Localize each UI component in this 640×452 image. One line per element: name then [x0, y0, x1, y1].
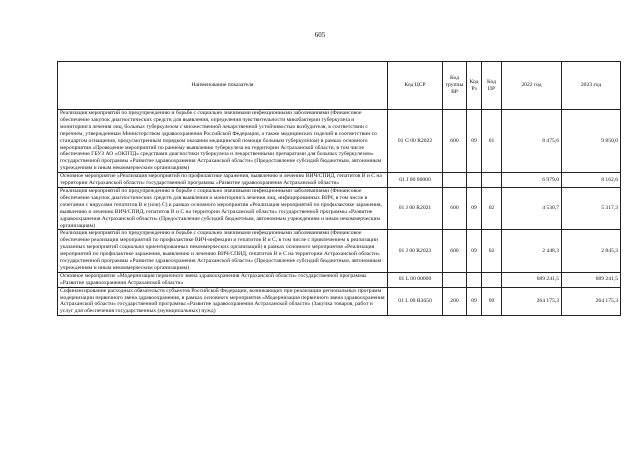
row-name: Реализация мероприятий по предупреждению и борьбе с социально значимыми инфекционными заболеваниями (Финансовое обеспечение реализации мероприятий по профилактике ВИЧ-инфекции и гепатитов В и С, в том числе с привлечением к реализации указанных мероприятий социально ориентированных некоммерческих организаций) в рамках основного мероприятия «Реализация мероприятий по профилактике заражения, выявлению и лечению ВИЧ/СПИД, гепатитов В и С на территории Астраханской области» государственной программы «Развитие здравоохранения Астраханской области» (Предоставление субсидий бюджетным, автономным учреждениям и иным некоммерческим организациям): [58, 230, 388, 272]
budget-table: [57, 61, 621, 316]
row-2023: 2 845,3: [562, 230, 621, 272]
row-rz: [467, 173, 482, 188]
table-row: [58, 272, 621, 287]
header-2023: 2023 год: [562, 62, 621, 110]
row-vr: 600: [443, 187, 467, 229]
table-header-row: [58, 62, 621, 110]
row-2022: 2 448,3: [502, 230, 562, 272]
row-csr: 01 G 00 R2022: [388, 110, 443, 173]
row-2023: 264 175,3: [562, 287, 621, 316]
row-rz: 09: [467, 287, 482, 316]
row-pr: 02: [482, 230, 502, 272]
row-name: Основное мероприятие «Модернизация первичного звена здравоохранения Астраханской области» государственной программы «Развитие здравоохранения Астраханской области»: [58, 272, 388, 287]
row-rz: [467, 272, 482, 287]
table-row: [58, 110, 621, 173]
header-pr: Код ПР: [482, 62, 502, 110]
row-2022: 8 475,6: [502, 110, 562, 173]
row-2023: 9 850,0: [562, 110, 621, 173]
header-2022: 2022 год: [502, 62, 562, 110]
row-2022: 689 241,5: [502, 272, 562, 287]
page-number: 605: [314, 31, 326, 39]
table-row: [58, 287, 621, 316]
row-name: Софинансирование расходных обязательств субъектов Российской Федерации, возникающих при реализации региональных программ модернизации первичного звена здравоохранения, в рамках основного мероприятия «Модернизация первичного звена здравоохранения Астраханской области» государственной программы «Развитие здравоохранения Астраханской области» (Закупка товаров, работ и услуг для обеспечения государственных (муниципальных) нужд): [58, 287, 388, 316]
row-csr: 01 J 00 00000: [388, 173, 443, 188]
row-vr: 200: [443, 287, 467, 316]
row-name: Реализация мероприятий по предупреждению и борьбе с социально значимыми инфекционными заболеваниями (Финансовое обеспечение закупок диагностических средств для выявления и мониторинга лечения лиц, инфицированных ВИЧ, в том числе в сочетании с вирусами гепатитов В и (или) С) в рамках основного мероприятия «Реализация мероприятий по профилактике заражения, выявлению и лечению ВИЧ/СПИД, гепатитов В и С на территории Астраханской области» государственной программы «Развитие здравоохранения Астраханской области» (Предоставление субсидий бюджетным, автономным учреждениям и иным некоммерческим организациям): [58, 187, 388, 229]
header-vr: Код группы ВР: [443, 62, 467, 110]
row-rz: 09: [467, 187, 482, 229]
row-csr: 01 J 00 R2023: [388, 230, 443, 272]
row-pr: 01: [482, 110, 502, 173]
table-row: [58, 173, 621, 188]
row-csr: 01 J 00 R2021: [388, 187, 443, 229]
row-rz: 09: [467, 110, 482, 173]
row-pr: 09: [482, 287, 502, 316]
row-pr: [482, 272, 502, 287]
row-vr: 600: [443, 110, 467, 173]
row-csr: 01 L 00 00000: [388, 272, 443, 287]
table-row: [58, 230, 621, 272]
row-pr: 02: [482, 187, 502, 229]
row-name: Реализация мероприятий по предупреждению и борьбе с социально значимыми инфекционными заболеваниями (Финансовое обеспечение закупок диагностических средств для выявления, определения чувствительности микобактерии туберкулеза и мониторинга лечения лиц, больных туберкулезом с множественной лекарственной устойчивостью возбудителя, в соответствии с перечнем, утвержденным Министерством здравоохранения Российской Федерации, а также медицинских изделий в соответствии со стандартом оснащения, предусмотренным порядком оказания медицинской помощи больным туберкулезом) в рамках основного мероприятия «Проведение мероприятий по раннему выявлению туберкулеза на территории Астраханской области, в том числе обеспечение ГБУЗ АО «ОКПТД» средствами диагностики туберкулеза и лекарственными препаратами для больных туберкулезом» государственной программы «Развитие здравоохранения Астраханской области» (Предоставление субсидий бюджетным, автономным учреждениям и иным некоммерческим организациям): [58, 110, 388, 173]
row-2022: 264 175,3: [502, 287, 562, 316]
row-pr: [482, 173, 502, 188]
header-csr: Код ЦСР: [388, 62, 443, 110]
row-2022: 6 979,0: [502, 173, 562, 188]
row-name: Основное мероприятие «Реализация мероприятий по профилактике заражения, выявлению и лечению ВИЧ/СПИД, гепатитов В и С на территории Астраханской области» государственной программы «Развитие здравоохранения Астраханской области»: [58, 173, 388, 188]
header-name: Наименование показателя: [58, 62, 388, 110]
row-vr: [443, 272, 467, 287]
row-2023: 8 162,6: [562, 173, 621, 188]
row-2023: 5 317,3: [562, 187, 621, 229]
header-rz: Код Рз: [467, 62, 482, 110]
row-2022: 4 530,7: [502, 187, 562, 229]
row-vr: [443, 173, 467, 188]
row-vr: 600: [443, 230, 467, 272]
table-row: [58, 187, 621, 229]
row-2023: 689 241,5: [562, 272, 621, 287]
row-csr: 01 L 00 R3650: [388, 287, 443, 316]
row-rz: 09: [467, 230, 482, 272]
